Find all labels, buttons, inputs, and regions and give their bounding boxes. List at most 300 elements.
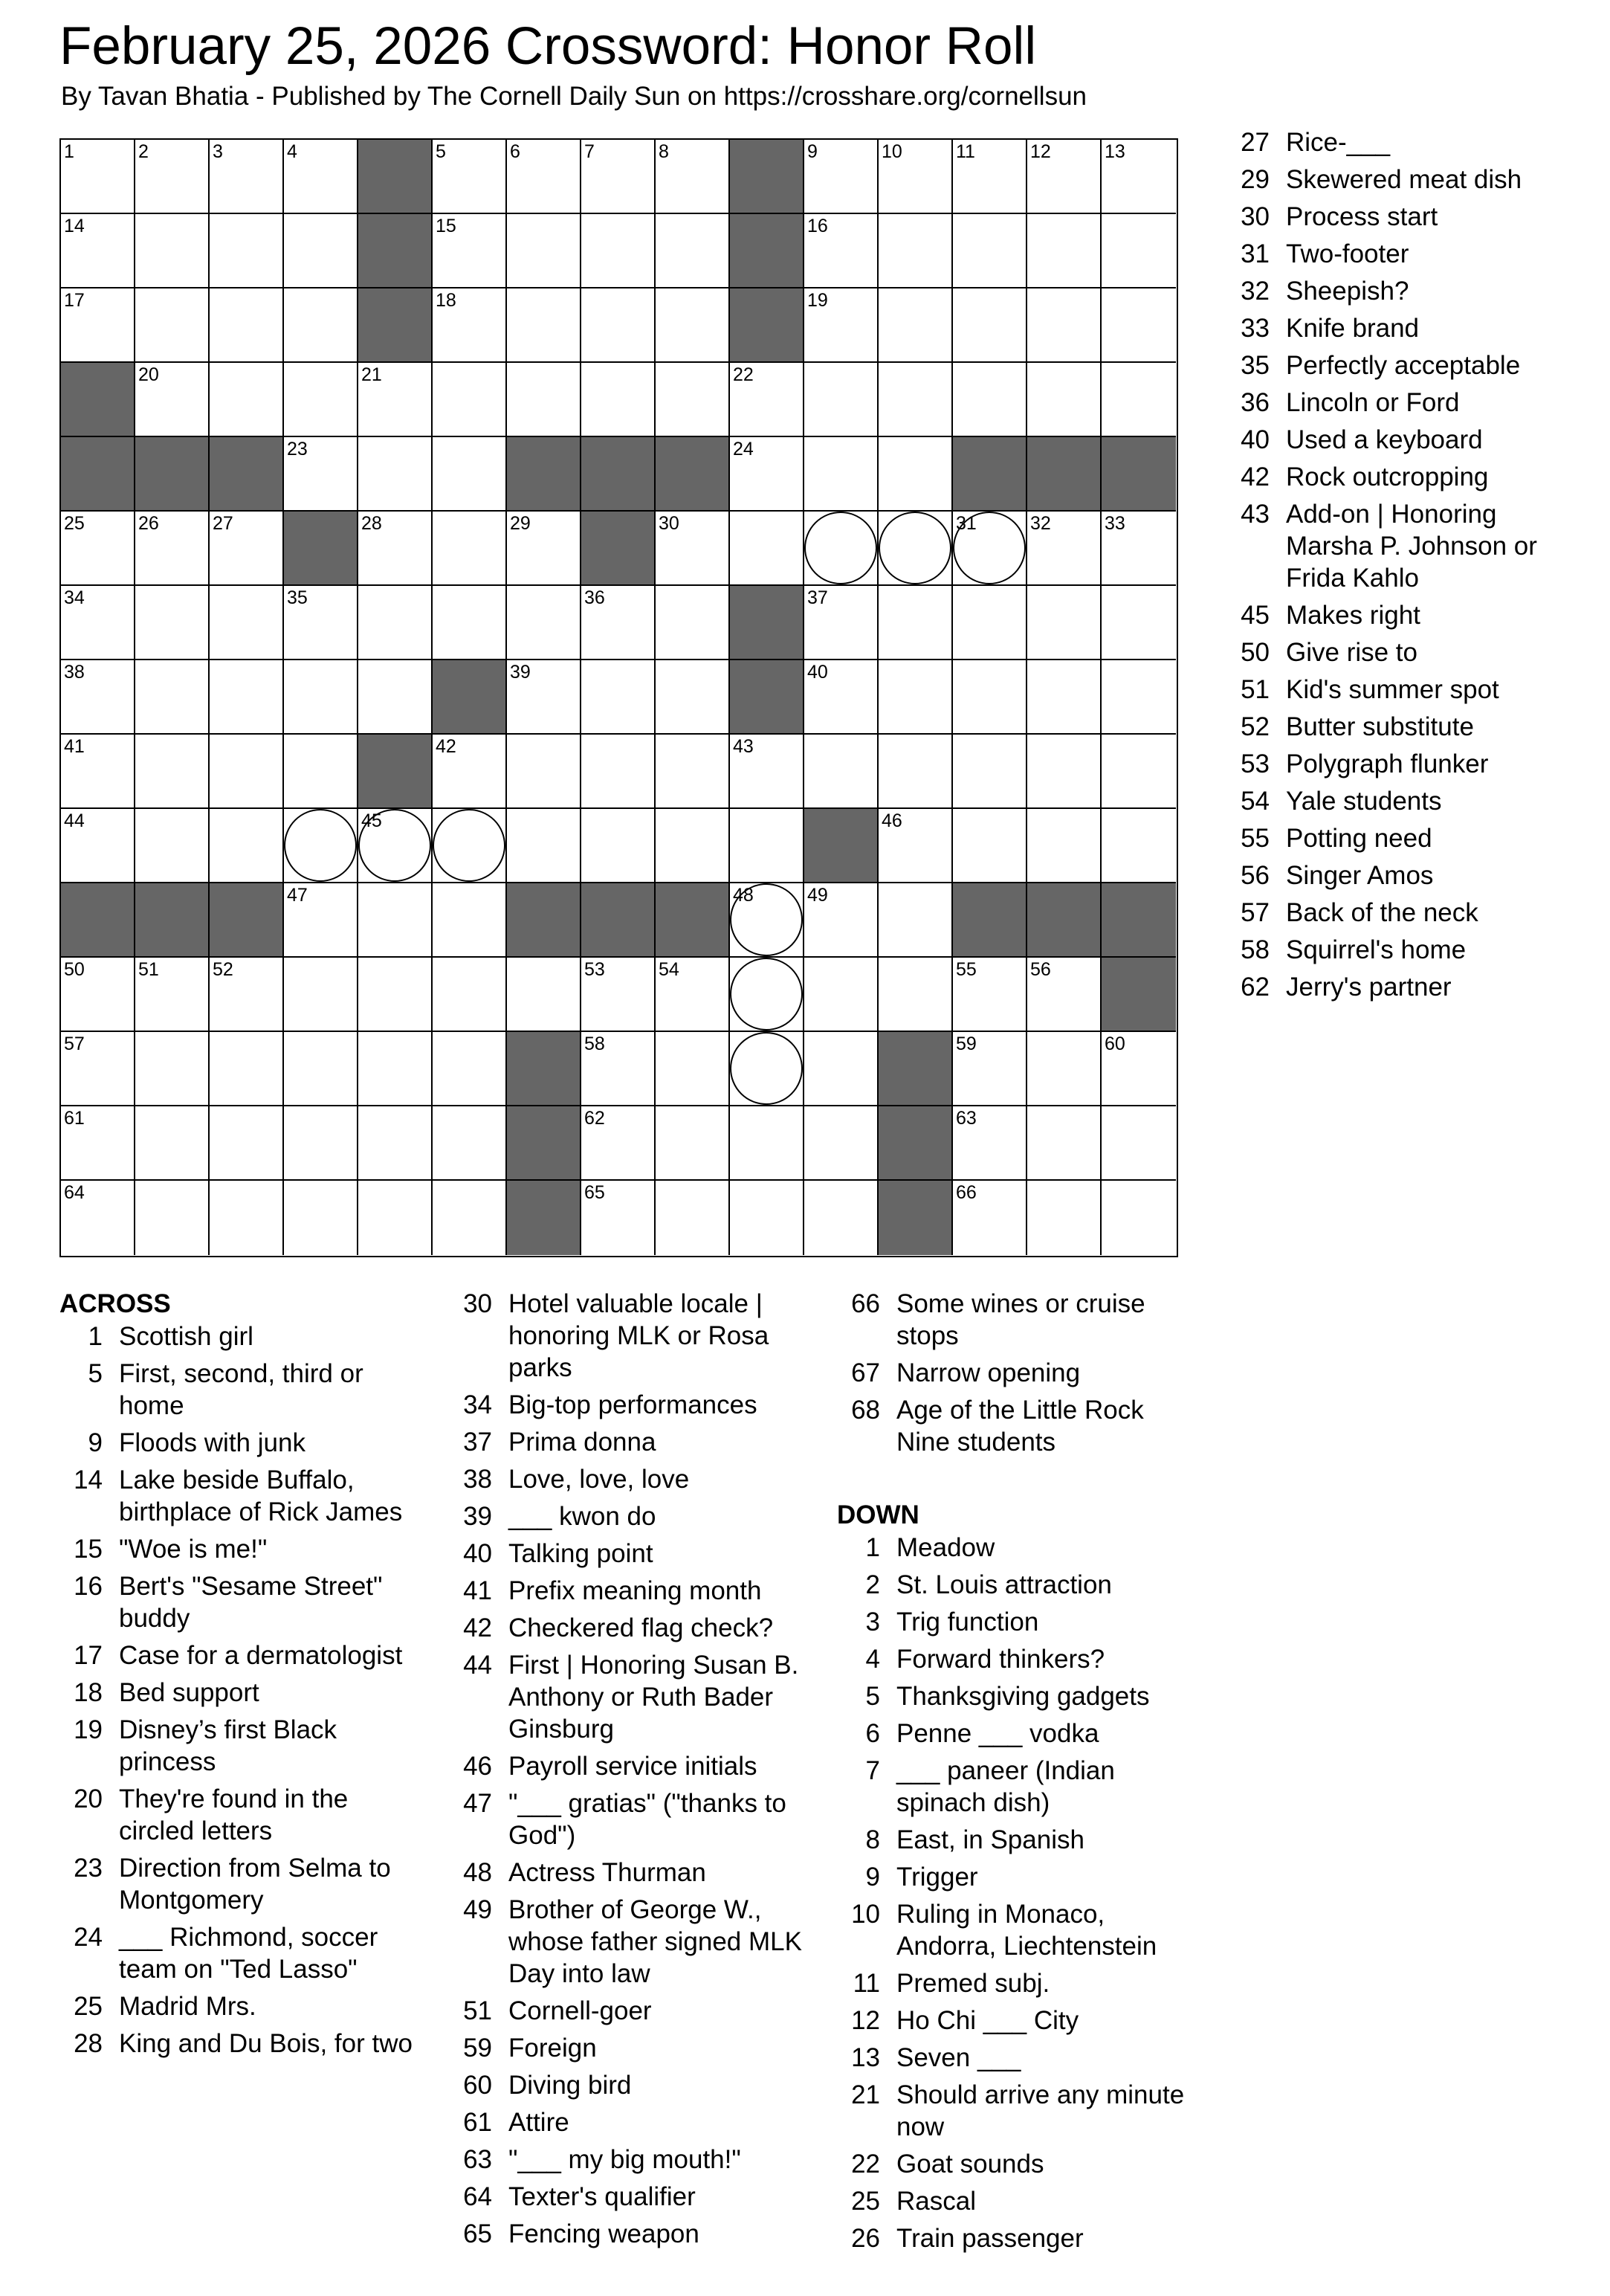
across-clue[interactable] xyxy=(449,1750,806,1782)
grid-cell[interactable] xyxy=(433,735,507,809)
across-clue[interactable] xyxy=(59,1464,416,1528)
across-clue[interactable] xyxy=(59,1677,416,1709)
down-clue[interactable] xyxy=(1226,971,1583,1003)
grid-cell[interactable] xyxy=(879,288,953,363)
grid-cell[interactable] xyxy=(61,214,135,288)
clue-number: 36 xyxy=(1241,388,1270,417)
grid-cell[interactable] xyxy=(804,735,879,809)
grid-cell[interactable] xyxy=(1102,214,1176,288)
cell-number: 15 xyxy=(436,216,456,236)
grid-cell-black xyxy=(879,1032,953,1106)
grid-cell[interactable] xyxy=(953,809,1027,883)
grid-cell[interactable] xyxy=(433,140,507,214)
grid-cell[interactable] xyxy=(581,214,656,288)
grid-cell[interactable] xyxy=(433,363,507,437)
grid-cell[interactable] xyxy=(1027,1032,1102,1106)
grid-cell[interactable] xyxy=(804,1106,879,1181)
grid-cell[interactable] xyxy=(656,288,730,363)
down-clue[interactable] xyxy=(1226,599,1583,631)
cell-number: 54 xyxy=(659,959,679,980)
grid-cell[interactable] xyxy=(433,958,507,1032)
cell-number: 34 xyxy=(64,587,85,608)
grid-cell[interactable] xyxy=(61,288,135,363)
down-clue[interactable] xyxy=(837,1755,1194,1819)
grid-cell[interactable] xyxy=(507,809,581,883)
down-clue[interactable] xyxy=(1226,424,1583,456)
cell-number: 47 xyxy=(287,885,308,906)
grid-cell[interactable] xyxy=(284,809,358,883)
grid-cell[interactable] xyxy=(879,586,953,660)
across-clue[interactable] xyxy=(59,1427,416,1459)
grid-cell[interactable] xyxy=(1102,1106,1176,1181)
grid-cell[interactable] xyxy=(730,735,804,809)
clue-text: Big-top performances xyxy=(508,1390,757,1419)
across-clue[interactable] xyxy=(59,1320,416,1352)
grid-cell[interactable] xyxy=(656,1181,730,1255)
down-clue[interactable] xyxy=(1226,897,1583,929)
down-clue[interactable] xyxy=(1226,461,1583,493)
grid-cell[interactable] xyxy=(210,140,284,214)
grid-cell[interactable] xyxy=(656,586,730,660)
cell-number: 28 xyxy=(361,513,382,534)
grid-cell[interactable] xyxy=(135,1032,210,1106)
across-clue[interactable] xyxy=(59,1852,416,1916)
grid-cell[interactable] xyxy=(358,437,433,512)
cell-number: 43 xyxy=(733,736,754,757)
across-clue[interactable] xyxy=(59,1639,416,1671)
grid-cell[interactable] xyxy=(61,1032,135,1106)
grid-cell[interactable] xyxy=(284,735,358,809)
grid-cell[interactable] xyxy=(61,1181,135,1255)
down-clue[interactable] xyxy=(837,1532,1194,1564)
grid-cell[interactable] xyxy=(730,1181,804,1255)
grid-cell[interactable] xyxy=(804,958,879,1032)
down-clue[interactable] xyxy=(1226,822,1583,854)
across-clue[interactable] xyxy=(59,1921,416,1985)
grid-cell[interactable] xyxy=(581,288,656,363)
down-clue[interactable] xyxy=(1226,711,1583,743)
across-clue[interactable] xyxy=(449,1426,806,1458)
grid-cell[interactable] xyxy=(879,363,953,437)
down-clue[interactable] xyxy=(837,2222,1194,2254)
grid-cell[interactable] xyxy=(135,512,210,586)
grid-cell[interactable] xyxy=(581,958,656,1032)
down-clue[interactable] xyxy=(837,2148,1194,2180)
grid-cell[interactable] xyxy=(656,660,730,735)
grid-cell[interactable] xyxy=(804,363,879,437)
grid-cell[interactable] xyxy=(804,288,879,363)
grid-cell[interactable] xyxy=(953,735,1027,809)
grid-cell[interactable] xyxy=(879,883,953,958)
grid-cell[interactable] xyxy=(730,363,804,437)
clue-number: 1 xyxy=(865,1533,880,1562)
down-clue[interactable] xyxy=(1226,674,1583,706)
grid-cell[interactable] xyxy=(135,363,210,437)
grid-cell[interactable] xyxy=(953,1181,1027,1255)
grid-cell[interactable] xyxy=(135,288,210,363)
down-clue[interactable] xyxy=(837,1680,1194,1712)
across-clue[interactable] xyxy=(449,1575,806,1607)
grid-cell[interactable] xyxy=(284,586,358,660)
grid-cell[interactable] xyxy=(1102,735,1176,809)
grid-cell[interactable] xyxy=(433,214,507,288)
across-clue[interactable] xyxy=(449,1538,806,1570)
grid-cell[interactable] xyxy=(61,809,135,883)
across-clue[interactable] xyxy=(449,1787,806,1851)
grid-cell[interactable] xyxy=(61,512,135,586)
across-clue[interactable] xyxy=(449,1894,806,1990)
across-clue[interactable] xyxy=(449,2218,806,2250)
grid-cell[interactable] xyxy=(61,735,135,809)
grid-cell[interactable] xyxy=(1027,1106,1102,1181)
grid-cell[interactable] xyxy=(953,288,1027,363)
grid-cell[interactable] xyxy=(358,363,433,437)
clue-number: 20 xyxy=(74,1784,103,1813)
grid-cell[interactable] xyxy=(656,214,730,288)
grid-cell[interactable] xyxy=(135,958,210,1032)
grid-cell[interactable] xyxy=(507,958,581,1032)
down-clue[interactable] xyxy=(837,1898,1194,1962)
grid-cell[interactable] xyxy=(879,437,953,512)
grid-cell[interactable] xyxy=(1027,363,1102,437)
across-clue[interactable] xyxy=(449,1288,806,1384)
grid-cell[interactable] xyxy=(730,512,804,586)
grid-cell[interactable] xyxy=(581,660,656,735)
across-clue[interactable] xyxy=(449,1995,806,2027)
grid-cell[interactable] xyxy=(804,1181,879,1255)
grid-cell[interactable] xyxy=(507,140,581,214)
grid-cell[interactable] xyxy=(135,1106,210,1181)
grid-cell[interactable] xyxy=(1102,140,1176,214)
grid-cell[interactable] xyxy=(1027,512,1102,586)
across-clue[interactable] xyxy=(449,1649,806,1745)
across-clue[interactable] xyxy=(449,2144,806,2176)
grid-cell[interactable] xyxy=(953,214,1027,288)
across-clue[interactable] xyxy=(59,1783,416,1847)
across-clue[interactable] xyxy=(837,1357,1194,1389)
cell-number: 10 xyxy=(882,141,902,162)
grid-cell[interactable] xyxy=(507,363,581,437)
down-clue[interactable] xyxy=(1226,275,1583,307)
grid-cell-black xyxy=(358,140,433,214)
grid-cell[interactable] xyxy=(210,958,284,1032)
grid-cell[interactable] xyxy=(210,214,284,288)
grid-cell[interactable] xyxy=(581,1106,656,1181)
grid-cell[interactable] xyxy=(135,140,210,214)
cell-number: 11 xyxy=(956,141,975,162)
across-clue[interactable] xyxy=(449,2032,806,2064)
grid-cell[interactable] xyxy=(210,288,284,363)
across-clue[interactable] xyxy=(449,2069,806,2101)
grid-cell[interactable] xyxy=(953,363,1027,437)
clue-number: 18 xyxy=(74,1678,103,1707)
grid-cell[interactable] xyxy=(433,437,507,512)
grid-cell[interactable] xyxy=(804,1032,879,1106)
down-clue[interactable] xyxy=(837,2185,1194,2217)
grid-cell[interactable] xyxy=(61,140,135,214)
grid-cell[interactable] xyxy=(433,512,507,586)
grid-cell[interactable] xyxy=(730,1106,804,1181)
grid-cell[interactable] xyxy=(61,586,135,660)
grid-cell[interactable] xyxy=(507,512,581,586)
grid-cell[interactable] xyxy=(656,809,730,883)
grid-cell[interactable] xyxy=(433,1181,507,1255)
clue-number: 30 xyxy=(463,1289,492,1318)
down-clue[interactable] xyxy=(1226,785,1583,817)
grid-cell[interactable] xyxy=(61,660,135,735)
grid-cell[interactable] xyxy=(284,437,358,512)
grid-cell[interactable] xyxy=(135,1181,210,1255)
grid-cell[interactable] xyxy=(656,1032,730,1106)
down-clue[interactable] xyxy=(837,2005,1194,2037)
down-clue[interactable] xyxy=(1226,312,1583,344)
across-clue[interactable] xyxy=(449,1857,806,1889)
grid-cell[interactable] xyxy=(1027,214,1102,288)
clue-number: 40 xyxy=(1241,425,1270,454)
grid-cell[interactable] xyxy=(433,586,507,660)
across-clue[interactable] xyxy=(449,2106,806,2138)
clue-text: Disney’s first Black princess xyxy=(119,1715,337,1776)
grid-cell[interactable] xyxy=(879,140,953,214)
across-clue[interactable] xyxy=(59,1990,416,2022)
grid-cell[interactable] xyxy=(656,363,730,437)
down-clue[interactable] xyxy=(1226,201,1583,233)
across-clue[interactable] xyxy=(59,1358,416,1422)
grid-cell[interactable] xyxy=(210,660,284,735)
grid-cell[interactable] xyxy=(284,363,358,437)
clue-text: Ho Chi ___ City xyxy=(896,2006,1079,2035)
grid-cell[interactable] xyxy=(358,512,433,586)
grid-cell[interactable] xyxy=(358,1181,433,1255)
clue-number: 13 xyxy=(851,2043,880,2072)
grid-cell[interactable] xyxy=(656,958,730,1032)
grid-cell[interactable] xyxy=(656,140,730,214)
grid-cell[interactable] xyxy=(730,437,804,512)
down-clue[interactable] xyxy=(837,1606,1194,1638)
grid-cell[interactable] xyxy=(358,586,433,660)
across-clue[interactable] xyxy=(449,1500,806,1532)
grid-cell[interactable] xyxy=(61,1106,135,1181)
grid-cell[interactable] xyxy=(953,512,1027,586)
across-clue[interactable] xyxy=(837,1394,1194,1458)
across-clue[interactable] xyxy=(449,1389,806,1421)
clue-text: "___ gratias" ("thanks to God") xyxy=(508,1789,786,1850)
grid-cell[interactable] xyxy=(804,437,879,512)
grid-cell[interactable] xyxy=(1027,809,1102,883)
grid-cell[interactable] xyxy=(1102,660,1176,735)
grid-cell[interactable] xyxy=(656,1106,730,1181)
grid-cell[interactable] xyxy=(581,363,656,437)
down-clue[interactable] xyxy=(837,1861,1194,1893)
grid-cell[interactable] xyxy=(730,958,804,1032)
grid-cell[interactable] xyxy=(284,1106,358,1181)
grid-cell[interactable] xyxy=(433,809,507,883)
down-clue[interactable] xyxy=(1226,860,1583,891)
grid-cell[interactable] xyxy=(210,586,284,660)
down-clue[interactable] xyxy=(1226,238,1583,270)
grid-cell[interactable] xyxy=(61,958,135,1032)
grid-cell[interactable] xyxy=(953,660,1027,735)
grid-cell[interactable] xyxy=(1102,1032,1176,1106)
down-clue[interactable] xyxy=(837,1718,1194,1750)
grid-cell[interactable] xyxy=(135,809,210,883)
grid-cell[interactable] xyxy=(210,363,284,437)
grid-cell[interactable] xyxy=(581,809,656,883)
across-clue[interactable] xyxy=(59,1533,416,1565)
down-clue[interactable] xyxy=(837,1569,1194,1601)
grid-cell[interactable] xyxy=(433,1106,507,1181)
grid-cell[interactable] xyxy=(953,140,1027,214)
grid-cell[interactable] xyxy=(1102,1181,1176,1255)
down-clue[interactable] xyxy=(1226,748,1583,780)
grid-cell[interactable] xyxy=(1102,363,1176,437)
grid-cell[interactable] xyxy=(284,958,358,1032)
grid-cell[interactable] xyxy=(730,883,804,958)
grid-cell-black xyxy=(507,1032,581,1106)
grid-cell[interactable] xyxy=(210,809,284,883)
grid-cell[interactable] xyxy=(1027,660,1102,735)
grid-cell[interactable] xyxy=(210,1181,284,1255)
clue-number: 30 xyxy=(1241,202,1270,231)
grid-cell[interactable] xyxy=(1102,512,1176,586)
grid-cell[interactable] xyxy=(433,288,507,363)
grid-cell[interactable] xyxy=(507,735,581,809)
grid-cell[interactable] xyxy=(358,809,433,883)
grid-cell[interactable] xyxy=(358,958,433,1032)
clue-text: Add-on | Honoring Marsha P. Johnson or Frida Kahlo xyxy=(1286,500,1537,593)
grid-cell[interactable] xyxy=(358,660,433,735)
grid-cell[interactable] xyxy=(507,660,581,735)
across-clue[interactable] xyxy=(59,1714,416,1778)
grid-cell[interactable] xyxy=(953,586,1027,660)
grid-cell[interactable] xyxy=(581,735,656,809)
across-clue[interactable] xyxy=(59,1570,416,1634)
cell-number: 56 xyxy=(1030,959,1051,980)
across-clue[interactable] xyxy=(449,1612,806,1644)
grid-cell[interactable] xyxy=(507,214,581,288)
grid-cell[interactable] xyxy=(879,660,953,735)
grid-cell[interactable] xyxy=(1027,735,1102,809)
clue-text: Thanksgiving gadgets xyxy=(896,1682,1150,1711)
grid-cell[interactable] xyxy=(210,735,284,809)
grid-cell[interactable] xyxy=(879,958,953,1032)
down-clue[interactable] xyxy=(1226,636,1583,668)
grid-cell[interactable] xyxy=(1027,140,1102,214)
grid-cell[interactable] xyxy=(358,1106,433,1181)
grid-cell[interactable] xyxy=(953,1106,1027,1181)
down-clue[interactable] xyxy=(837,1824,1194,1856)
grid-cell[interactable] xyxy=(433,883,507,958)
grid-cell[interactable] xyxy=(135,586,210,660)
grid-cell[interactable] xyxy=(730,1032,804,1106)
across-clue[interactable] xyxy=(59,2028,416,2060)
grid-cell[interactable] xyxy=(1102,586,1176,660)
down-clue[interactable] xyxy=(1226,126,1583,158)
down-clue[interactable] xyxy=(1226,349,1583,381)
down-clue[interactable] xyxy=(1226,498,1583,594)
grid-cell[interactable] xyxy=(284,660,358,735)
cell-number: 40 xyxy=(807,662,828,683)
grid-cell[interactable] xyxy=(284,1181,358,1255)
down-clue[interactable] xyxy=(1226,934,1583,966)
grid-cell[interactable] xyxy=(135,214,210,288)
grid-cell[interactable] xyxy=(804,883,879,958)
grid-cell[interactable] xyxy=(507,288,581,363)
grid-cell[interactable] xyxy=(284,140,358,214)
grid-cell[interactable] xyxy=(804,512,879,586)
grid-cell[interactable] xyxy=(804,140,879,214)
grid-cell[interactable] xyxy=(656,735,730,809)
cell-number: 25 xyxy=(64,513,85,534)
grid-cell-black xyxy=(730,214,804,288)
grid-cell[interactable] xyxy=(1027,1181,1102,1255)
grid-cell[interactable] xyxy=(284,214,358,288)
grid-cell[interactable] xyxy=(879,735,953,809)
grid-cell[interactable] xyxy=(1102,809,1176,883)
grid-cell[interactable] xyxy=(284,1032,358,1106)
grid-cell[interactable] xyxy=(581,1032,656,1106)
grid-cell[interactable] xyxy=(135,735,210,809)
down-clue[interactable] xyxy=(1226,387,1583,419)
grid-cell-black xyxy=(1102,883,1176,958)
down-clue[interactable] xyxy=(837,2042,1194,2074)
across-clue[interactable] xyxy=(449,2181,806,2213)
grid-cell[interactable] xyxy=(135,660,210,735)
grid-cell[interactable] xyxy=(1102,288,1176,363)
down-clue[interactable] xyxy=(837,1967,1194,1999)
grid-cell[interactable] xyxy=(804,214,879,288)
grid-cell[interactable] xyxy=(581,140,656,214)
clue-number: 31 xyxy=(1241,239,1270,268)
clue-number: 23 xyxy=(74,1854,103,1883)
grid-cell[interactable] xyxy=(284,288,358,363)
grid-cell[interactable] xyxy=(210,1106,284,1181)
grid-cell[interactable] xyxy=(210,512,284,586)
grid-cell[interactable] xyxy=(804,586,879,660)
grid-cell[interactable] xyxy=(358,1032,433,1106)
grid-cell[interactable] xyxy=(953,1032,1027,1106)
grid-cell[interactable] xyxy=(507,586,581,660)
grid-cell[interactable] xyxy=(804,660,879,735)
clue-text: Actress Thurman xyxy=(508,1858,706,1887)
down-clue[interactable] xyxy=(837,2079,1194,2143)
down-clue[interactable] xyxy=(837,1643,1194,1675)
grid-cell[interactable] xyxy=(953,958,1027,1032)
grid-cell[interactable] xyxy=(879,214,953,288)
grid-cell[interactable] xyxy=(1027,958,1102,1032)
cell-number: 16 xyxy=(807,216,828,236)
grid-cell[interactable] xyxy=(210,1032,284,1106)
grid-cell[interactable] xyxy=(1027,288,1102,363)
grid-cell[interactable] xyxy=(879,809,953,883)
down-clue[interactable] xyxy=(1226,164,1583,196)
grid-cell[interactable] xyxy=(581,586,656,660)
grid-cell[interactable] xyxy=(1027,586,1102,660)
grid-cell[interactable] xyxy=(581,1181,656,1255)
clue-text: Narrow opening xyxy=(896,1358,1081,1387)
across-clue[interactable] xyxy=(449,1463,806,1495)
clue-number: 51 xyxy=(1241,675,1270,704)
clue-number: 5 xyxy=(865,1682,880,1711)
grid-cell[interactable] xyxy=(730,809,804,883)
grid-cell[interactable] xyxy=(656,512,730,586)
grid-cell[interactable] xyxy=(433,1032,507,1106)
clue-number: 45 xyxy=(1241,601,1270,630)
across-clue[interactable] xyxy=(837,1288,1194,1352)
grid-cell[interactable] xyxy=(284,883,358,958)
grid-cell[interactable] xyxy=(879,512,953,586)
grid-cell[interactable] xyxy=(358,883,433,958)
